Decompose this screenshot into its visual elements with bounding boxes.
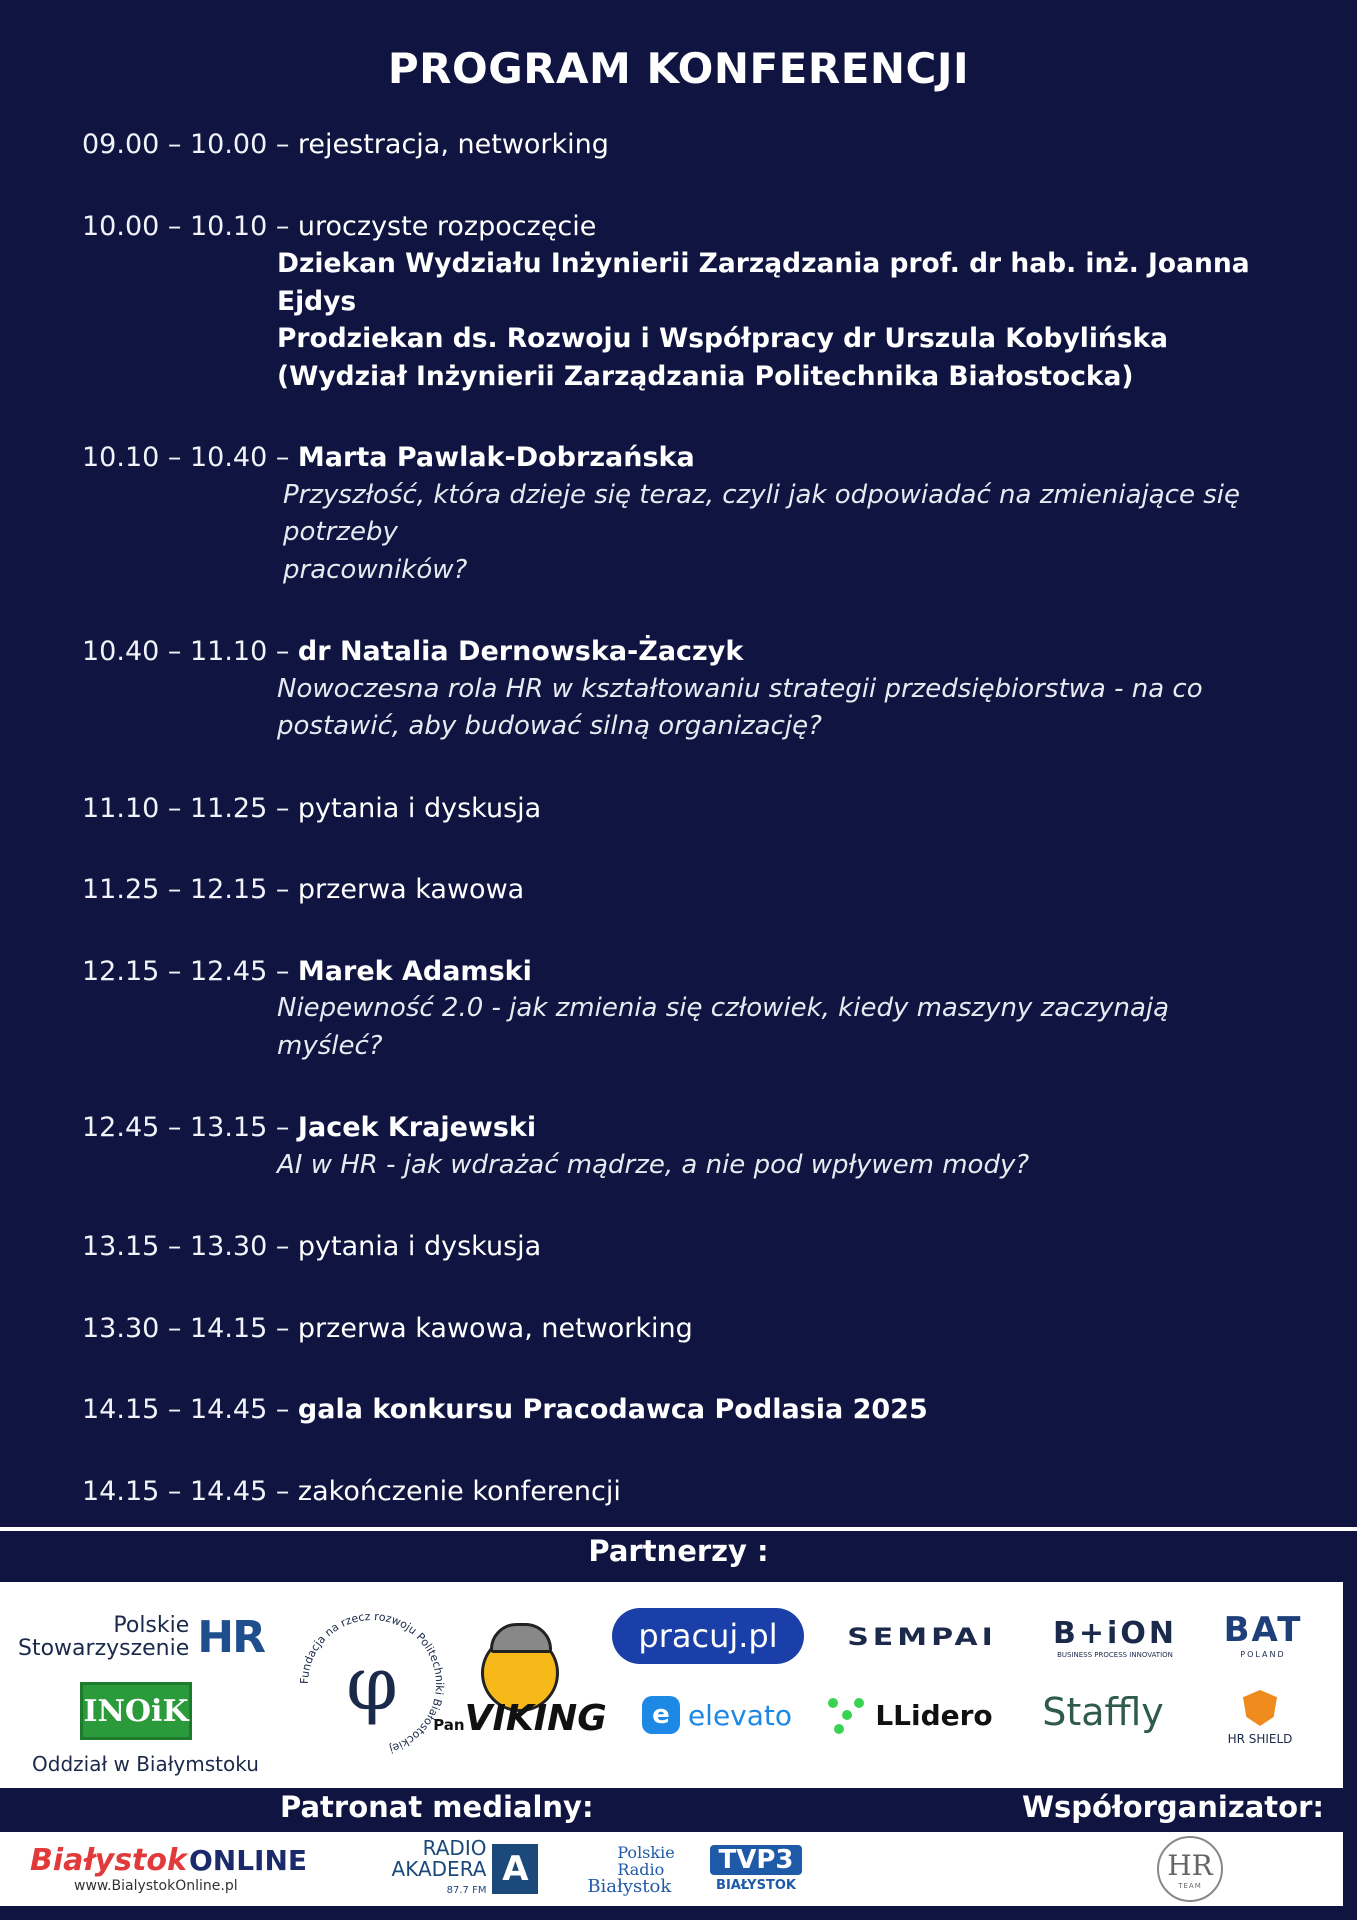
logo-mark: Staffly [1042, 1690, 1164, 1734]
logo-mark: HR [197, 1611, 264, 1663]
agenda-time: 12.45 – 13.15 – [82, 1112, 298, 1143]
agenda-topic: postawić, aby budować silną organizację? [277, 711, 822, 741]
inoik-caption: Oddział w Białymstoku [32, 1752, 259, 1776]
agenda-speaker-line: (Wydział Inżynierii Zarządzania Politechnika Białostocka) [277, 360, 1134, 392]
agenda-topic: pracowników? [283, 554, 468, 585]
logo-text: AKADERA [391, 1856, 487, 1881]
logo-mark: elevato [687, 1698, 793, 1732]
pracuj-logo [612, 1608, 804, 1664]
llidero-dots-icon [825, 1693, 869, 1737]
logo-text: BUSINESS PROCESS INNOVATION [1057, 1650, 1173, 1659]
logo-text: Polskie [113, 1613, 190, 1638]
agenda-item [82, 790, 1282, 828]
agenda-topic: Niepewność 2.0 - jak zmienia się człowiek, kiedy maszyny zaczynają [277, 993, 1170, 1023]
agenda-item [82, 126, 1282, 164]
agenda-time: 12.15 – 12.45 – [82, 955, 298, 987]
hr-shield-logo [1212, 1682, 1308, 1754]
logo-text: BIAŁYSTOK [716, 1878, 796, 1893]
agenda-time: 10.10 – 10.40 – [82, 442, 298, 473]
agenda-item [82, 1391, 1282, 1429]
agenda-time: 10.00 – 10.10 – [82, 210, 298, 242]
agenda-topic: myśleć? [277, 1030, 383, 1061]
agenda-time: 11.25 – 12.15 – [82, 874, 298, 905]
logo-mark: TVP3 [710, 1845, 801, 1875]
agenda-topic: AI w HR - jak wdrażać mądrze, a nie pod wpływem mody? [277, 1149, 1030, 1180]
radio-akadera-logo [378, 1835, 552, 1900]
inoik-logo [80, 1682, 192, 1740]
agenda-time: 13.15 – 13.30 – [82, 1231, 298, 1262]
logo-mark: VIKING [464, 1698, 607, 1739]
bat-logo [1202, 1604, 1324, 1664]
agenda-desc: pytania i dyskusja [297, 1231, 542, 1262]
agenda-item [82, 633, 1282, 746]
staffly-logo [1028, 1682, 1178, 1742]
agenda-item [82, 1473, 1282, 1511]
shield-icon [1243, 1690, 1277, 1726]
logo-url: www.BialystokOnline.pl [74, 1877, 238, 1894]
logo-mark: HR [1167, 1848, 1213, 1882]
agenda-desc: rejestracja, networking [297, 129, 609, 160]
sempai-logo [822, 1612, 1022, 1662]
agenda-topic: Nowoczesna rola HR w kształtowaniu strategii przedsiębiorstwa - na co [277, 673, 1203, 704]
polskie-stowarzyszenie-hr-logo [18, 1612, 278, 1662]
logo-mark: ONLINE [188, 1843, 308, 1877]
bialystok-online-logo [30, 1836, 366, 1900]
logo-mark: Białystok [30, 1842, 187, 1878]
fundacja-logo [292, 1604, 452, 1764]
section-divider [0, 1527, 1357, 1531]
media-logo-panel [0, 1832, 1343, 1906]
logo-text: HR SHIELD [1227, 1732, 1293, 1746]
logo-mark: φ [346, 1641, 398, 1727]
agenda-item [82, 1310, 1282, 1348]
agenda-speaker: Jacek Krajewski [297, 1112, 537, 1143]
pan-viking-logo [433, 1594, 607, 1779]
fundacja-ring-text: Fundacja na rzecz rozwoju Politechniki Białostockiej [297, 1609, 447, 1756]
agenda-item [82, 953, 1282, 1066]
hr-team-logo [1150, 1834, 1230, 1904]
agenda-item [82, 439, 1282, 589]
logo-text: Białystok [587, 1875, 672, 1897]
page-title: PROGRAM KONFERENCJI [387, 44, 970, 93]
agenda-time: 14.15 – 14.45 – [82, 1475, 298, 1507]
logo-text: RADIO [422, 1835, 487, 1860]
elevato-icon: e [642, 1696, 680, 1734]
agenda-desc: uroczyste rozpoczęcie [297, 210, 597, 242]
agenda-item [82, 1228, 1282, 1266]
llidero-logo [822, 1690, 996, 1740]
agenda-desc: przerwa kawowa [297, 874, 525, 905]
agenda-time: 09.00 – 10.00 – [82, 129, 298, 160]
agenda-time: 14.15 – 14.45 – [82, 1394, 298, 1425]
tvp3-logo [706, 1838, 806, 1900]
logo-text: Pan [433, 1716, 465, 1734]
logo-text: 87.7 FM [446, 1884, 487, 1896]
logo-text: Stowarzyszenie [18, 1636, 190, 1661]
agenda-speaker: Marta Pawlak-Dobrzańska [297, 442, 695, 473]
agenda-item [82, 871, 1282, 909]
agenda-desc: przerwa kawowa, networking [297, 1312, 693, 1344]
agenda-speaker-line: Prodziekan ds. Rozwoju i Współpracy dr Urszula Kobylińska [277, 323, 1169, 354]
agenda-speaker: Marek Adamski [297, 955, 532, 987]
logo-mark: INOiK [83, 1693, 189, 1729]
agenda-speaker: gala konkursu Pracodawca Podlasia 2025 [297, 1394, 928, 1425]
agenda-speaker: dr Natalia Dernowska-Żaczyk [297, 636, 744, 667]
partners-heading: Partnerzy : [588, 1534, 769, 1568]
logo-mark: B+iON [1053, 1615, 1177, 1651]
agenda-time: 13.30 – 14.15 – [82, 1312, 298, 1344]
logo-text: Radio [617, 1859, 665, 1879]
partners-logo-panel [0, 1582, 1343, 1788]
agenda-speaker-line: Dziekan Wydziału Inżynierii Zarządzania prof. dr hab. inż. Joanna Ejdys [277, 248, 1250, 317]
agenda-item [82, 208, 1282, 396]
agenda-desc: zakończenie konferencji [297, 1475, 621, 1507]
akadera-a-icon: A [492, 1844, 538, 1894]
logo-mark: pracuj.pl [638, 1617, 778, 1655]
elevato-logo [632, 1690, 802, 1740]
coorganizer-heading: Współorganizator: [1022, 1790, 1324, 1824]
logo-mark: LLidero [875, 1698, 993, 1732]
logo-mark: SEMPAI [847, 1623, 997, 1651]
bpion-logo [1042, 1608, 1188, 1666]
agenda-topic: Przyszłość, która dzieje się teraz, czyli jak odpowiadać na zmieniające się potrzeby [283, 479, 1240, 547]
logo-text: Polskie [617, 1842, 675, 1862]
hr-team-icon [1157, 1836, 1223, 1902]
logo-text: POLAND [1240, 1649, 1286, 1659]
agenda-list [82, 126, 1282, 1554]
polskie-radio-logo [574, 1838, 688, 1900]
agenda-item [82, 1109, 1282, 1184]
media-heading: Patronat medialny: [280, 1790, 594, 1824]
logo-text: TEAM [1178, 1881, 1202, 1890]
agenda-time: 11.10 – 11.25 – [82, 792, 298, 824]
agenda-desc: pytania i dyskusja [297, 792, 542, 824]
agenda-time: 10.40 – 11.10 – [82, 636, 298, 667]
logo-mark: BAT [1223, 1609, 1303, 1650]
